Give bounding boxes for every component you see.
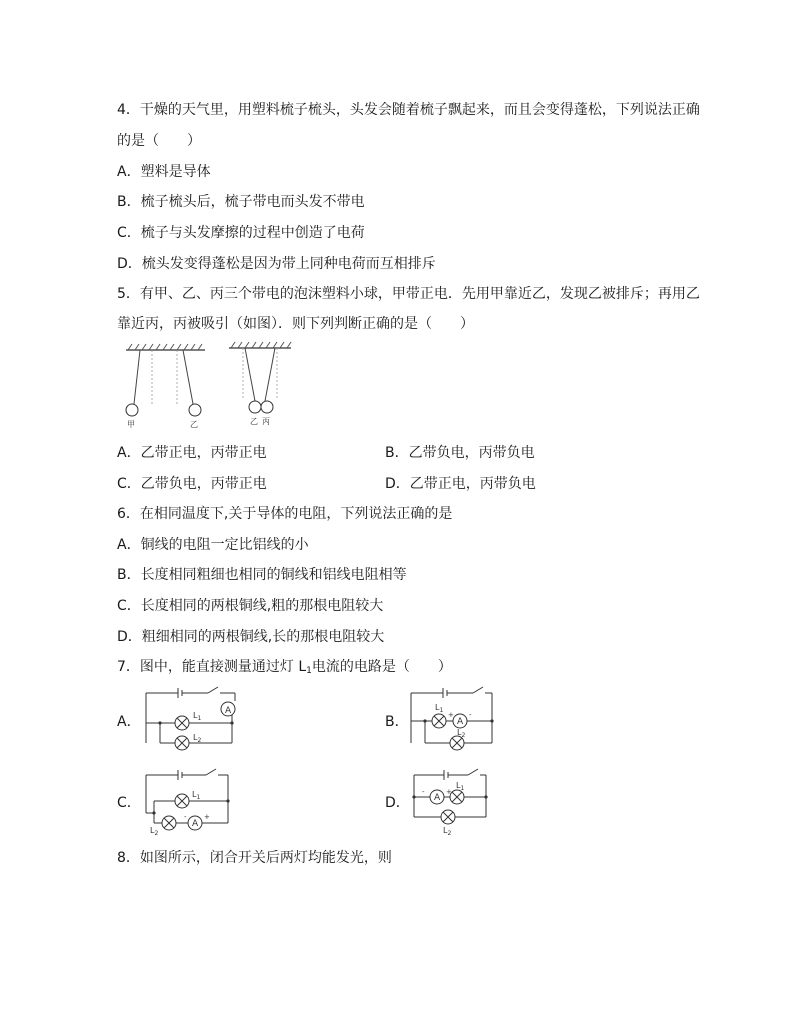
ammeter-b: A [457,717,464,727]
jia-label: 甲 [127,420,135,429]
yi-label: 乙 [190,420,198,429]
jia-ball [126,404,138,416]
svg-text:+: + [448,711,454,719]
lamp-l1-a: $L_1$ [193,711,202,722]
q5-option-a: A．乙带正电，丙带正电 [117,445,267,461]
q4-option-c: C．梳子与头发摩擦的过程中创造了电荷 [117,225,365,241]
q5-stem-line1: 5．有甲、乙、丙三个带电的泡沫塑料小球，甲带正电．先用甲靠近乙，发现乙被排斥；再用乙 [117,286,700,302]
yi-ball-2 [249,401,261,413]
ammeter-c: A [192,819,199,829]
ammeter-a: A [225,706,232,716]
bing-ball [261,401,273,413]
q5-option-b: B．乙带负电，丙带负电 [385,445,535,461]
svg-text:+: + [204,813,210,821]
q7-option-b-label: B． [385,714,409,730]
ammeter-d: A [434,793,441,803]
q6-option-a: A．铜线的电阻一定比铝线的小 [117,537,309,553]
q5-stem-line2: 靠近丙，丙被吸引（如图）．则下列判断正确的是（ ） [117,316,474,332]
q4-option-a: A．塑料是导体 [117,164,211,180]
right-ceiling [229,342,291,348]
q4-stem-line1: 4．干燥的天气里，用塑料梳子梳头，头发会随着梳子飘起来，而且会变得蓬松，下列说法正确 [117,102,700,118]
lamp-l1-b: $L_1$ [435,703,444,714]
bing-label: 丙 [262,417,270,426]
q5-option-c: C．乙带负电，丙带正电 [117,476,267,492]
circuit-d [408,767,493,837]
q6-stem: 6．在相同温度下,关于导体的电阻，下列说法正确的是 [117,506,453,522]
q7-option-d-label: D． [385,795,410,811]
q4-option-b: B．梳子梳头后，梳子带电而头发不带电 [117,194,365,210]
svg-text:-: - [422,788,425,796]
q7-option-c-label: C． [117,795,141,811]
q8-stem: 8．如图所示，闭合开关后两灯均能发光，则 [117,850,392,866]
q7-option-a-label: A． [117,714,141,730]
circuit-b [405,685,500,755]
left-ceiling [126,344,205,350]
lamp-l2-c: $L_2$ [150,826,159,837]
yi-label-2: 乙 [250,417,258,426]
circuit-a [140,685,245,755]
lamp-l2-d: $L_2$ [443,826,452,837]
q7-stem: 7．图中，能直接测量通过灯 $L_1$电流的电路是（ ） [117,659,452,676]
yi-string [183,350,193,404]
q6-option-d: D．粗细相同的两根铜线,长的那根电阻较大 [117,629,385,645]
svg-text:-: - [469,711,472,719]
lamp-l2-b: $L_2$ [457,728,466,739]
lamp-l1-d: $L_1$ [456,781,465,792]
jia-string [134,350,140,404]
q6-option-b: B．长度相同粗细也相同的铜线和铝线电阻相等 [117,567,407,583]
lamp-l1-c: $L_1$ [192,790,201,801]
q5-option-d: D．乙带正电，丙带负电 [385,476,536,492]
q4-stem-line2: 的是（ ） [117,133,201,149]
q6-option-c: C．长度相同的两根铜线,粗的那根电阻较大 [117,598,384,614]
lamp-l2-a: $L_2$ [193,733,202,744]
svg-text:+: + [446,788,452,796]
svg-text:-: - [184,813,187,821]
circuit-c [140,767,240,837]
yi-ball [189,404,201,416]
q5-pendulum-figure [115,340,305,432]
q4-option-d: D．梳头发变得蓬松是因为带上同种电荷而互相排斥 [117,256,436,272]
